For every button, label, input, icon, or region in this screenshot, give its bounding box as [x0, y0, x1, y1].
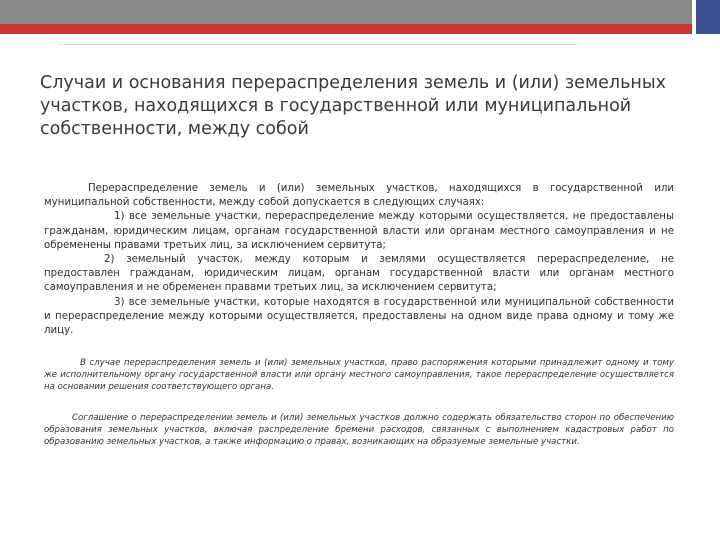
- slide-title: Случаи и основания перераспределения земель и (или) земельных участков, находящихся в государственной или муниципальной собственности, между собой: [40, 73, 667, 139]
- header-red-stripe: [0, 24, 692, 34]
- case-item-3: 3) все земельные участки, которые находятся в государственной или муниципальной собственности и перераспределение между которыми осуществляется, предоставлены на одном виде права одному и тому же лицу.: [44, 296, 674, 337]
- case-item-2: 2) земельный участок, между которым и землями осуществляется перераспределение, не предоставлен гражданам, юридическим лицам, органам государственной власти или органам местного самоуправления и не обременен правами третьих лиц, за исключением сервитута;: [44, 254, 674, 294]
- slide-body: [44, 182, 674, 338]
- header-divider: [58, 44, 578, 45]
- case-item-1: 1) все земельные участки, перераспределение между которыми осуществляется, не предоставлены гражданам, юридическим лицам, органам государственной власти или органам местного самоуправления и не обременены правами третьих лиц, за исключением сервитута;: [44, 211, 674, 251]
- header-gray-bar: [0, 0, 692, 24]
- slide-header-band: [0, 0, 720, 34]
- intro-paragraph: Перераспределение земель и (или) земельных участков, находящихся в государственной или муниципальной собственности, между собой допускается в следующих случаях:: [44, 183, 674, 209]
- note-agreement: Соглашение о перераспределении земель и (или) земельных участков должно содержать обязательство сторон по обеспечению образования земельных участков, включая распределение бремени расходов, связанных с выполнением кадастровых работ по образованию земельных участков, а также информацию о правах, возникающих на образуемые земельные участки.: [44, 413, 674, 448]
- header-blue-block: [696, 0, 720, 34]
- note-decision: В случае перераспределения земель и (или) земельных участков, право распоряжения которыми принадлежит одному и тому же исполнительному органу государственной власти или органу местного самоуправления, такое перераспределение осуществляется на основании решения соответствующего органа.: [44, 358, 674, 393]
